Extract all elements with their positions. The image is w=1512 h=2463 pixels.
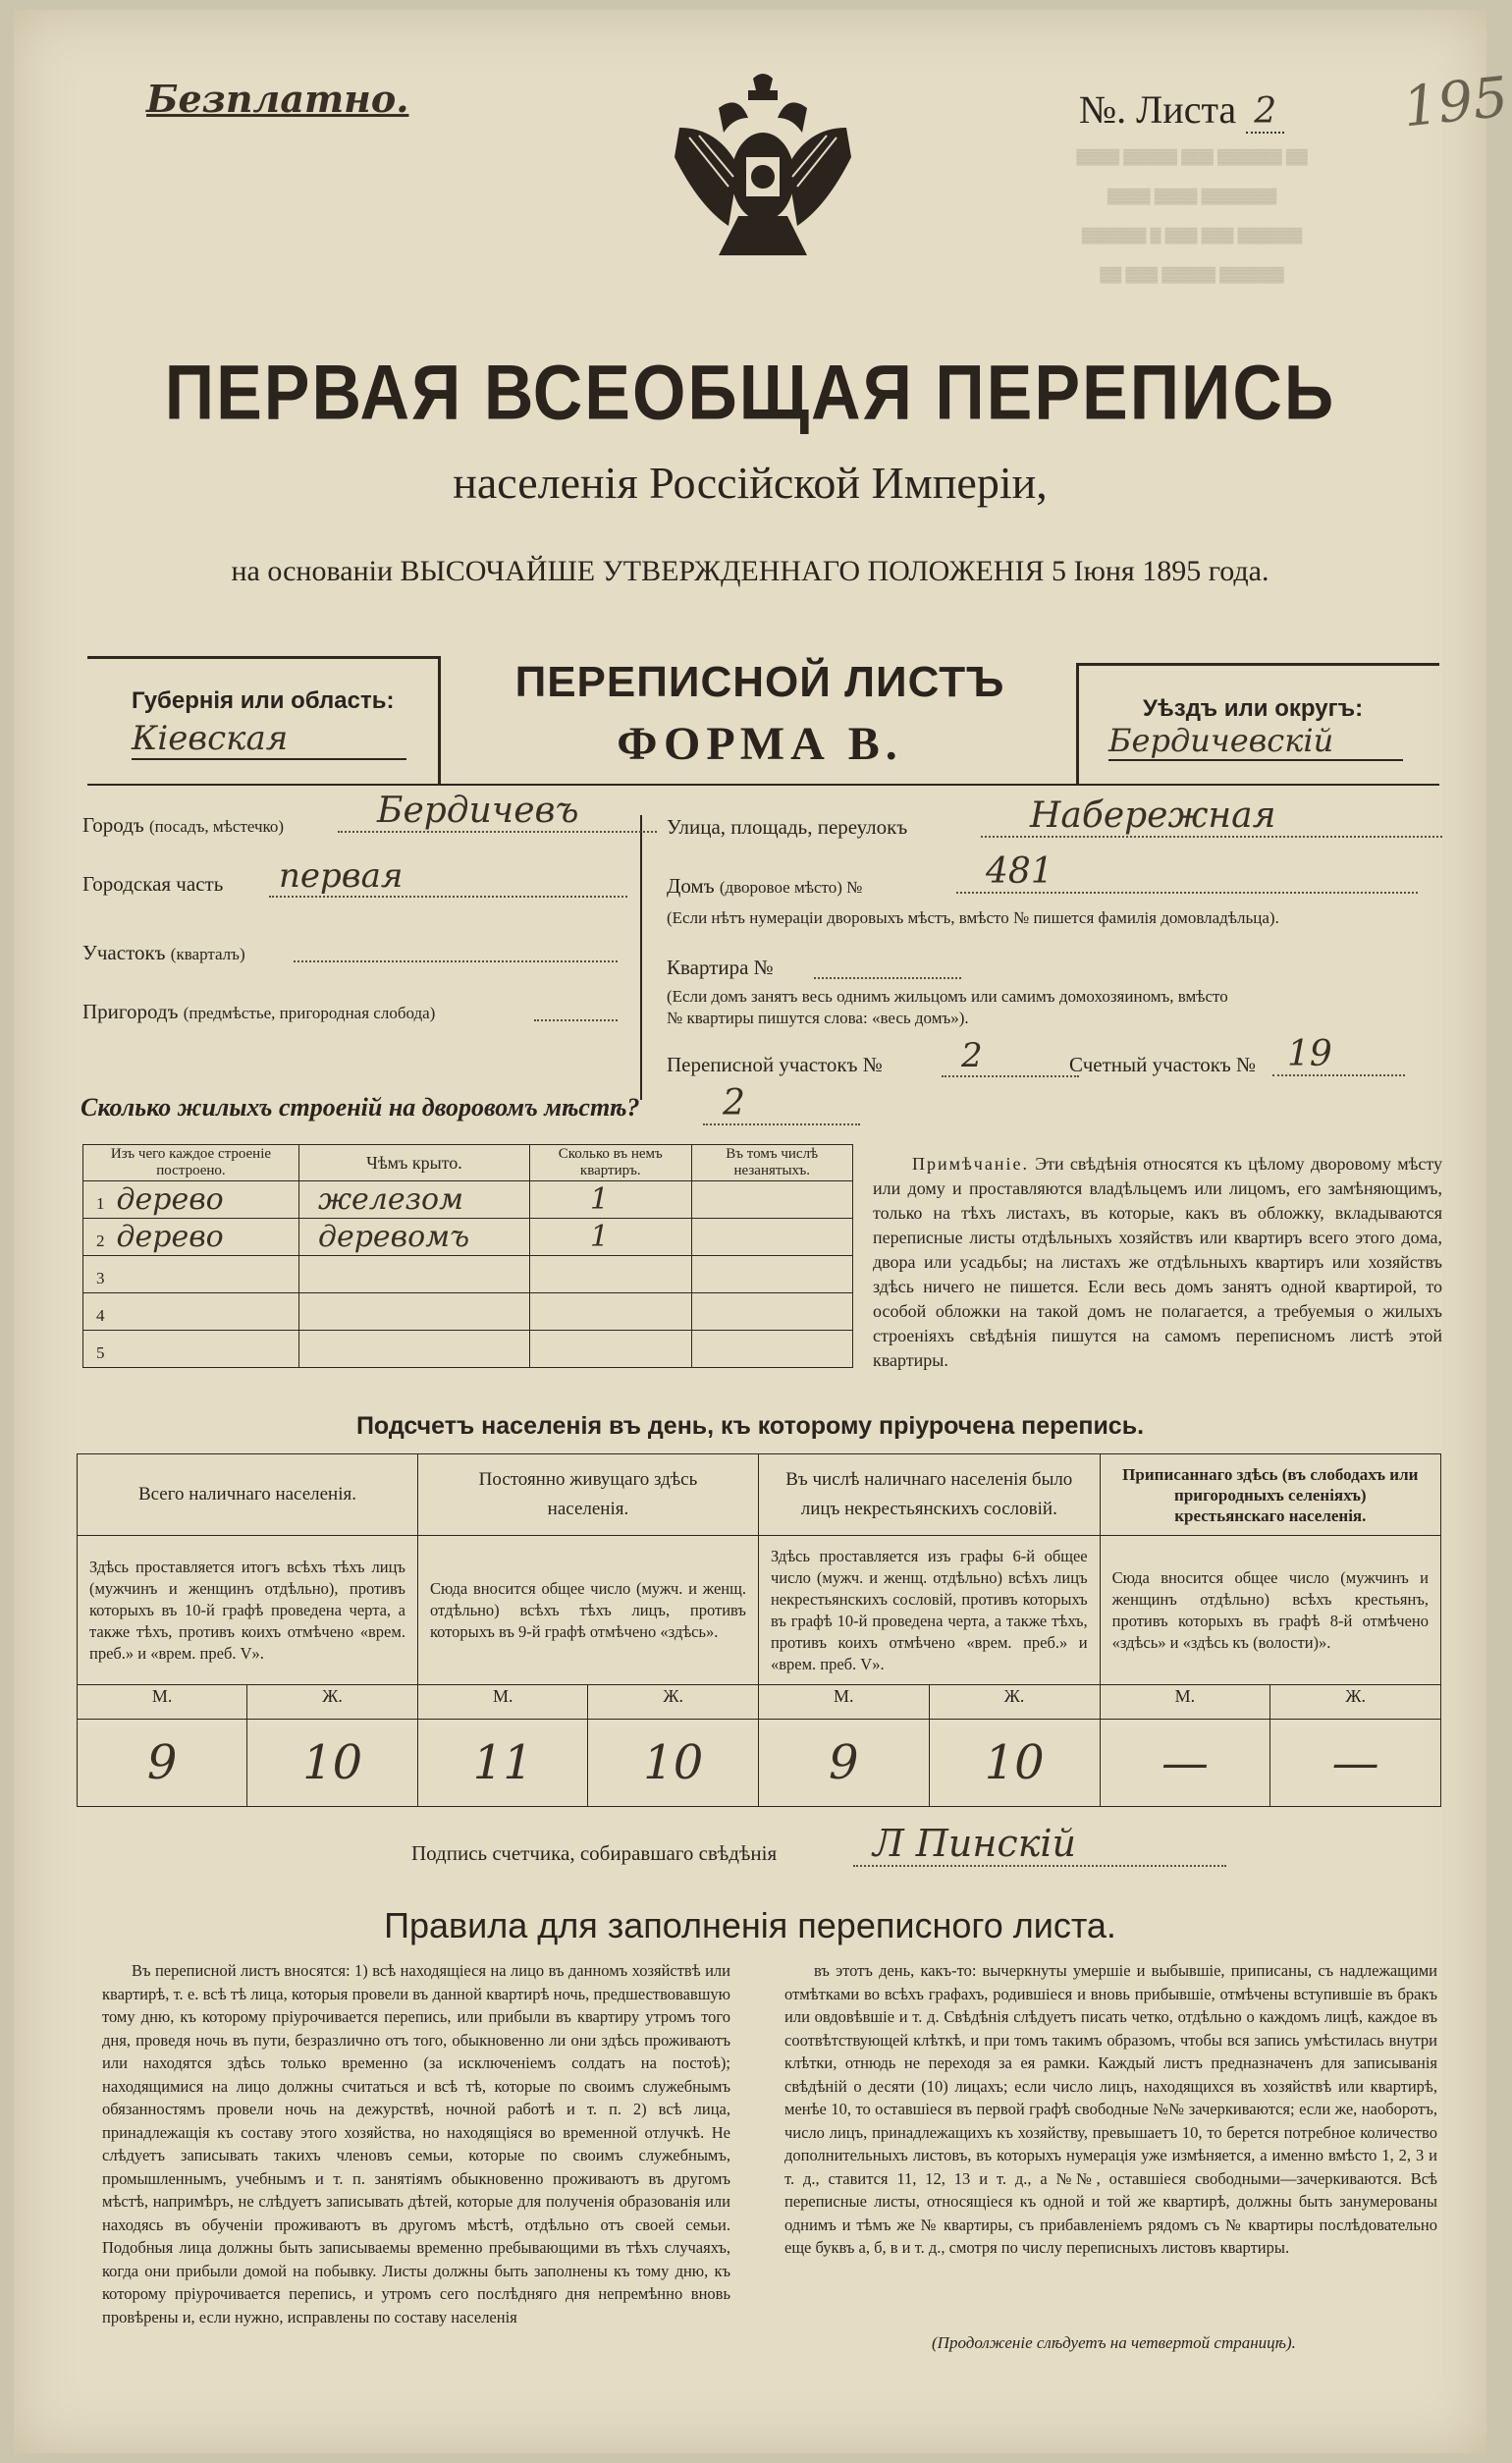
building-material-cell [83,1219,299,1256]
archive-number: 195 [1399,65,1511,140]
building-vacant-cell [691,1181,853,1219]
street-label: Улица, площадь, переулокъ [667,815,908,839]
uezd-value: Бердичевскій [1108,722,1403,761]
rules-right-column [784,1959,1437,2260]
count-column-head: Всего наличнаго населенія. [78,1454,418,1536]
census-sheet [14,10,1511,2453]
count-column-description: Здѣсь проставляется изъ графы 6-й общее число (мужч. и женщ. отдѣльно) всѣхъ лицъ некрестьянскихъ сословій, противъ которыхъ въ графѣ 10-й проведена черта, а также тѣхъ, противъ коихъ отмѣчено «врем. преб.» и «врем. преб. V». [758,1536,1100,1685]
building-vacant-cell [691,1256,853,1293]
house-hint: (Если нѣтъ нумераціи дворовыхъ мѣстъ, вмѣсто № пишется фамилія домовладѣльца). [667,908,1279,927]
form-subtitle: ФОРМА В. [617,718,903,770]
male-count: 11 [417,1719,588,1806]
imperial-eagle-icon [660,69,866,275]
building-material-cell [83,1331,299,1368]
building-apartments-cell-value: 1 [590,1182,610,1217]
building-roof-cell [298,1181,529,1219]
main-title: ПЕРВАЯ ВСЕОБЩАЯ ПЕРЕПИСЬ [164,350,1336,436]
building-apartments-cell [530,1219,691,1256]
female-count: — [1270,1719,1441,1806]
count-column-head: Постоянно живущаго здѣсь населенія. [417,1454,758,1536]
male-label: М. [78,1685,247,1719]
population-count-table [77,1453,1441,1807]
male-count: 9 [78,1719,247,1806]
uezd-label: Уѣздъ или округъ: [1143,695,1364,722]
building-material-cell-value: дерево [116,1220,224,1254]
note-text: Эти свѣдѣнія относятся къ цѣлому дворовому мѣсту или дому и проставляются владѣльцемъ или лицомъ, его замѣняющимъ, только на тѣхъ листахъ, въ которые, какъ въ обложку, вкладываются переписные листы отдѣльныхъ хозяйствъ или квартиръ всего этого дома, двора или усадьбы; на листахъ же отдѣльныхъ квартиръ или хозяйствъ здѣсь ничего не пишется. Если весь домъ занятъ одной квартирой, то особой обложки на такой домъ не полагается, а требуемыя о жилыхъ строеніяхъ свѣдѣнія пишутся на самомъ переписномъ листѣ этой квартиры. [873,1154,1442,1370]
city-label: Городъ [82,813,144,837]
city-value: Бердичевъ [338,791,657,833]
street-value: Набережная [981,795,1442,838]
female-label: Ж. [247,1685,418,1719]
col-header-apartments: Сколько въ немъ квартиръ. [530,1145,691,1181]
suburb-line [534,1019,618,1021]
building-vacant-cell [691,1293,853,1331]
rules-right-text: въ этотъ день, какъ-то: вычеркнуты умершіе и выбывшіе, приписаны, съ надлежащими отмѣтками во всѣхъ графахъ, родившіеся и вновь прибывшіе, отмѣчены вступившіе въ бракъ или овдовѣвшіе и т. д. Свѣдѣнія слѣдуетъ писать четко, отдѣльно о каждомъ лицѣ, каждое въ соотвѣтствующей клѣткѣ, и при томъ такимъ образомъ, чтобы вся запись умѣстилась внутри клѣтки, отнюдь не переходя за ея рамки. Каждый листъ предназначенъ для записыванія свѣдѣній о десяти (10) лицахъ; если число лицъ, находящихся въ хозяйствѣ или квартирѣ, менѣе 10, то оставшіеся въ первой графѣ свободные №№ зачеркиваются; если же, наоборотъ, число лицъ, принадлежащихъ къ хозяйству, превышаетъ 10, то берется потребное количество дополнительныхъ листовъ, въ которыхъ нумерація уже измѣняется, а именно вмѣсто 1, 2, 3 и т. д., ставится 11, 12, 13 и т. д., а №№, оставшіеся свободными—зачеркиваются. Всѣ переписные листы, относящіеся къ одной и той же квартирѣ, должны быть занумерованы однимъ и тѣмъ же № квартиры, съ прибавленіемъ рядомъ съ № квартиры послѣдовательно еще буквъ а, б, в и т. д., смотря по числу переписныхъ листовъ квартиры. [784,1961,1437,2257]
female-count: 10 [929,1719,1100,1806]
city-note: (посадъ, мѣстечко) [148,817,285,836]
building-roof-cell [298,1293,529,1331]
building-material-cell [83,1293,299,1331]
divider [1076,663,1439,666]
building-roof-cell [298,1256,529,1293]
buildings-answer: 2 [703,1083,860,1125]
male-count: 9 [758,1719,929,1806]
rules-title: Правила для заполненія переписного листа. [384,1905,1116,1945]
col-header-material: Изъ чего каждое строеніе построено. [83,1145,299,1181]
house-value: 481 [956,851,1418,894]
note-paragraph [873,1152,1442,1373]
count-district-value: 19 [1272,1034,1405,1076]
suburb-field [82,1000,435,1024]
row-number: 3 [96,1269,105,1287]
bleed-through-text: ▓▓▓▓ ▓▓▓▓▓ ▓▓▓ ▓▓▓▓▓▓ ▓▓ ▓▓▓▓ ▓▓▓▓ ▓▓▓▓▓▓▓ ▓▓▓▓▓▓ ▓ ▓▓▓ ▓▓▓ ▓▓▓▓▓▓ ▓▓ ▓▓▓ ▓▓▓▓▓ ▓▓▓▓▓▓ [1076,148,1308,283]
building-row [83,1331,853,1368]
female-label: Ж. [1270,1685,1441,1719]
divider [87,784,1439,786]
form-title: ПЕРЕПИСНОЙ ЛИСТЪ [514,658,1005,706]
building-vacant-cell [691,1331,853,1368]
female-count: 10 [588,1719,759,1806]
city-field [82,813,284,838]
apartment-hint-1: (Если домъ занятъ весь однимъ жильцомъ или самимъ домохозяиномъ, вмѣсто [667,987,1228,1006]
apartment-label: Квартира № [667,956,774,979]
building-apartments-cell [530,1293,691,1331]
female-count: 10 [247,1719,418,1806]
uchastok-label: Участокъ [82,941,166,964]
building-material-cell-value: дерево [116,1182,224,1217]
count-column-head: Въ числѣ наличнаго населенія было лицъ некрестьянскихъ сословій. [758,1454,1100,1536]
building-apartments-cell [530,1181,691,1219]
census-district-value: 2 [942,1036,1079,1077]
buildings-question: Сколько жилыхъ строеній на дворовомъ мѣстѣ? [81,1093,640,1122]
count-value-row [78,1719,1441,1806]
female-label: Ж. [929,1685,1100,1719]
building-roof-cell [298,1219,529,1256]
sheet-number-value: 2 [1246,91,1284,134]
buildings-table [82,1144,853,1368]
house-note: (дворовое мѣсто) № [719,878,863,897]
building-row [83,1293,853,1331]
count-column-description: Здѣсь проставляется итогъ всѣхъ тѣхъ лицъ (мужчинъ и женщинъ отдѣльно), противъ которыхъ въ 10-й графѣ проведена черта, а также тѣхъ, противъ коихъ отмѣчено «врем. преб.» и «врем. преб. V». [78,1536,418,1685]
female-label: Ж. [588,1685,759,1719]
building-row [83,1219,853,1256]
male-label: М. [417,1685,588,1719]
count-column-description: Сюда вносится общее число (мужчинъ и женщинъ отдѣльно) всѣхъ крестьянъ, противъ которыхъ въ графѣ 8-й отмѣчено «здѣсь» и «здѣсь къ (волости)». [1100,1536,1440,1685]
divider [640,815,642,1100]
suburb-note: (предмѣстье, пригородная слобода) [183,1004,436,1022]
uchastok-note: (кварталъ) [170,945,245,963]
district-value: первая [269,856,627,898]
building-row [83,1256,853,1293]
row-number: 1 [96,1194,105,1213]
count-sex-row [78,1685,1441,1719]
uchastok-field [82,941,245,965]
suburb-label: Пригородъ [82,1000,179,1023]
continued-note: (Продолженіе слѣдуетъ на четвертой страницѣ). [932,2333,1296,2352]
row-number: 2 [96,1232,105,1250]
building-apartments-cell-value: 1 [590,1220,610,1254]
note-title: Примѣчаніе. [912,1154,1029,1174]
signature-label: Подпись счетчика, собиравшаго свѣдѣнія [411,1841,778,1865]
male-count: — [1100,1719,1270,1806]
col-header-roof: Чѣмъ крыто. [298,1145,529,1181]
building-apartments-cell [530,1331,691,1368]
building-roof-cell [298,1331,529,1368]
building-roof-cell-value: деревомъ [317,1220,470,1254]
row-number: 5 [96,1343,105,1362]
col-header-vacant: Въ томъ числѣ незанятыхъ. [691,1145,853,1181]
count-column-head: Приписаннаго здѣсь (въ слободахъ или пригородныхъ селеніяхъ) крестьянскаго населенія. [1100,1454,1440,1536]
gubernia-value: Кіевская [132,719,406,760]
building-apartments-cell [530,1256,691,1293]
count-district-label: Счетный участокъ № [1069,1053,1257,1076]
male-label: М. [1100,1685,1270,1719]
apartment-hint-2: № квартиры пишутся слова: «весь домъ»). [667,1009,969,1027]
male-label: М. [758,1685,929,1719]
rules-left-column: Въ переписной листъ вносятся: 1) всѣ находящіеся на лицо въ данномъ хозяйствѣ или квартирѣ, т. е. всѣ тѣ лица, которыя провели въ данной квартирѣ ночь, предшествовавшую тому дню, къ которому пріурочивается перепись, или прибыли въ квартиру утромъ того дня, проведя ночь въ пути, безразлично отъ того, обыкновенно ли они здѣсь проживаютъ или находятся здѣсь только временно (за исключеніемъ солдатъ на постоѣ); находящимися на лицо должны считаться и всѣ тѣ, которые по своимъ служебнымъ обязанностямъ провели ночь на дежурствѣ, ночной работѣ и т. п. 2) всѣ лица, принадлежащія къ составу этого хозяйства, но находящіяся во временной отлучкѣ. Не слѣдуетъ записывать такихъ членовъ семьи, которые по своимъ служебнымъ, промышленнымъ, учебнымъ и т. п. занятіямъ обыкновенно проживаютъ въ другомъ мѣстѣ, напримѣръ, не слѣдуетъ записывать дѣтей, которые для полученія образованія или находясь въ обученіи проживаютъ въ другомъ мѣстѣ, отдѣльно отъ своей семьи. Подобныя лица должны быть записываемы временно пребывающими въ тѣхъ случаяхъ, когда они прибыли домой на побывку. Листы должны быть заполнены къ тому дню, къ которому пріурочивается перепись, и утромъ сего послѣдняго дня непремѣнно вновь провѣрены и, если нужно, исправлены по составу населенія [102,1961,730,2326]
free-label: Безплатно. [146,77,409,121]
decree-line: на основаніи ВЫСОЧАЙШЕ УТВЕРЖДЕННАГО ПОЛОЖЕНІЯ 5 Іюня 1895 года. [231,555,1269,587]
building-vacant-cell [691,1219,853,1256]
house-field [667,874,862,899]
count-desc-row [78,1536,1441,1685]
sheet-number-label [1079,86,1284,133]
building-row [83,1181,853,1219]
count-title: Подсчетъ населенія въ день, къ которому пріурочена перепись. [355,1412,1145,1440]
divider [87,656,441,659]
gubernia-label: Губернія или область: [132,687,395,714]
building-roof-cell-value: железом [317,1182,463,1217]
count-column-description: Сюда вносится общее число (мужч. и женщ. отдѣльно) всѣхъ тѣхъ лицъ, противъ которыхъ въ 9-й графѣ отмѣчено «здѣсь». [417,1536,758,1685]
uchastok-line [294,960,618,962]
census-district-label: Переписной участокъ № [667,1053,883,1076]
building-material-cell [83,1256,299,1293]
house-label: Домъ [667,874,715,898]
district-label: Городская часть [82,872,224,896]
apartment-line [814,977,961,979]
count-head-row [78,1454,1441,1536]
row-number: 4 [96,1306,105,1325]
signature-value: Л Пинскій [853,1822,1226,1867]
sheet-number-label-text: №. Листа [1079,87,1237,132]
subtitle: населенія Россійской Имперіи, [453,458,1048,508]
building-material-cell [83,1181,299,1219]
